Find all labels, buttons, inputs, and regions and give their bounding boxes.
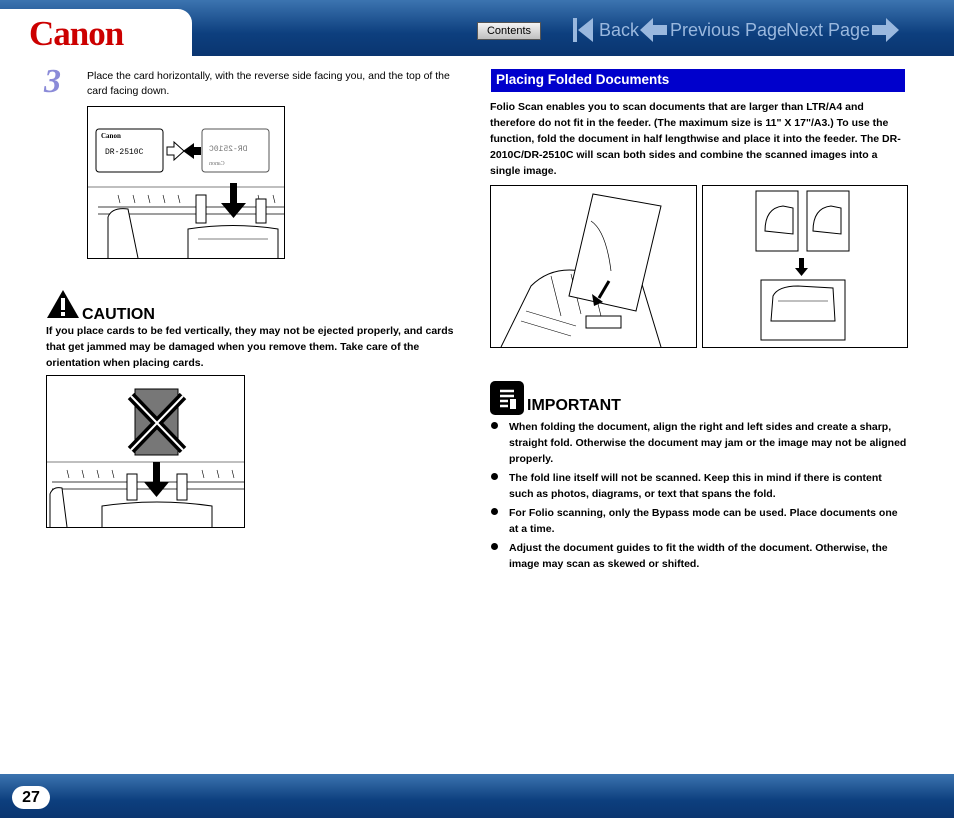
section-heading: Placing Folded Documents (490, 68, 906, 93)
list-item (490, 470, 908, 502)
card-front-logo: Canon (101, 132, 121, 140)
important-title: IMPORTANT (527, 397, 621, 414)
bullet-icon (491, 508, 498, 515)
next-page-label: Next Page (786, 19, 871, 40)
right-arrow-icon (872, 17, 900, 43)
previous-page-button[interactable] (640, 15, 787, 45)
important-item-text: The fold line itself will not be scanned. Keep this in mind if there is content such as photos, diagrams, or text that spans the fold. (509, 472, 882, 500)
card-front-model: DR-2510C (105, 148, 144, 157)
important-heading (490, 381, 621, 415)
caution-title: CAUTION (82, 306, 155, 323)
page-number: 27 (12, 786, 50, 809)
important-item-text: For Folio scanning, only the Bypass mode can be used. Place documents one at a time. (509, 507, 898, 535)
document-folding-illustration (703, 186, 907, 347)
scanner-folded-document-illustration (491, 186, 696, 347)
left-arrow-icon (640, 17, 668, 43)
contents-button[interactable]: Contents (477, 22, 541, 40)
step-text: Place the card horizontally, with the reverse side facing you, and the top of the card facing down. (87, 70, 450, 97)
card-placement-figure (87, 106, 285, 259)
next-page-button[interactable] (786, 15, 900, 45)
back-button[interactable] (572, 15, 639, 45)
back-icon (572, 16, 596, 44)
important-item-text: When folding the document, align the right and left sides and create a sharp, straight fold. Otherwise the document may jam or the image may not be aligned properly. (509, 421, 907, 465)
important-icon (490, 381, 524, 415)
caution-text: If you place cards to be fed vertically, they may not be ejected properly, and cards that get jammed may be damaged when you remove them. Take care of the orientation when placing cards. (46, 325, 454, 369)
caution-heading (46, 289, 155, 324)
footer-bar (0, 774, 954, 818)
folded-document-feed-figure (490, 185, 697, 348)
list-item (490, 540, 908, 572)
warning-icon (46, 289, 80, 324)
list-item (490, 505, 908, 537)
back-label: Back (599, 19, 640, 40)
list-item (490, 419, 908, 467)
step-number: 3 (44, 63, 61, 100)
folding-steps-figure (702, 185, 908, 348)
bullet-icon (491, 473, 498, 480)
card-placement-illustration (88, 107, 284, 258)
canon-logo: Canon (29, 14, 124, 53)
previous-page-label: Previous Page (670, 19, 788, 40)
card-back-model: DR-2510C (209, 145, 248, 154)
card-back-logo: Canon (209, 161, 225, 167)
important-item-text: Adjust the document guides to fit the width of the document. Otherwise, the image may scan as skewed or shifted. (509, 542, 888, 570)
bullet-icon (491, 422, 498, 429)
incorrect-card-figure (46, 375, 245, 528)
incorrect-orientation-illustration (47, 376, 244, 527)
bullet-icon (491, 543, 498, 550)
important-list (490, 419, 908, 575)
section-text: Folio Scan enables you to scan documents that are larger than LTR/A4 and therefore do not fit in the feeder. (The maximum size is 11" X 17"/A3.) To use the function, fold the document in half lengthwise and place it into the feeder. The DR-2010C/DR-2510C will scan both sides and combine the scanned images into a single image. (490, 101, 901, 177)
